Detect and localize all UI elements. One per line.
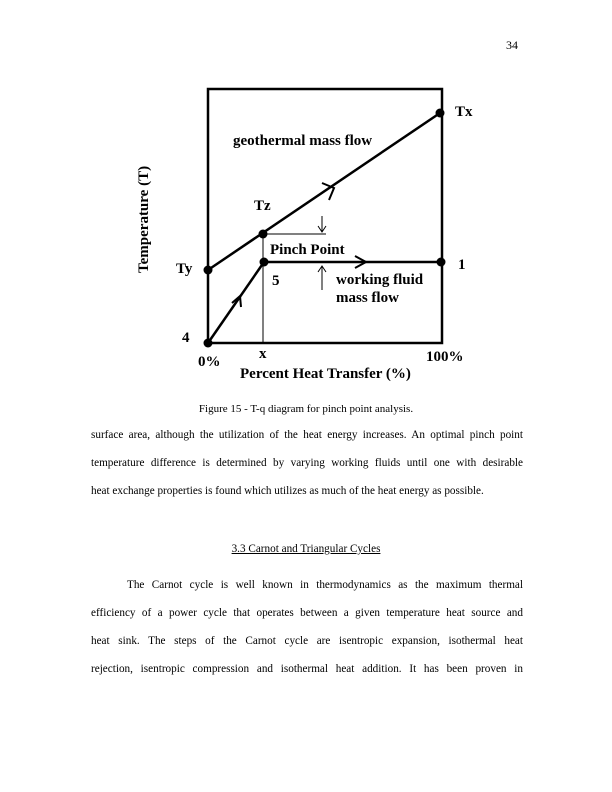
line: rejection, isentropic compression and isothermal heat addition. It has been proven in: [91, 663, 523, 675]
point-4: [204, 339, 213, 348]
line: The Carnot cycle is well known in thermodynamics as the maximum thermal: [127, 579, 523, 591]
x-axis-label: Percent Heat Transfer (%): [240, 366, 411, 382]
page-number: 34: [506, 38, 518, 52]
preheat-line: [208, 262, 264, 343]
line: heat exchange properties is found which utilizes as much of the heat energy as possible.: [91, 485, 484, 497]
label-pinch-point: Pinch Point: [270, 242, 345, 258]
point-tz: [259, 230, 268, 239]
line: temperature difference is determined by varying working fluids until one with desirable: [91, 457, 523, 469]
label-0pct: 0%: [198, 354, 221, 370]
line: heat sink. The steps of the Carnot cycle are isentropic expansion, isothermal heat: [91, 635, 523, 647]
section-heading: 3.3 Carnot and Triangular Cycles: [231, 543, 381, 555]
point-ty: [204, 266, 213, 275]
label-4: 4: [182, 330, 190, 346]
label-x: x: [259, 346, 267, 362]
label-tx: Tx: [455, 104, 473, 120]
label-working-fluid: working fluid: [336, 272, 424, 288]
label-mass-flow: mass flow: [336, 290, 399, 306]
paragraph-2: [91, 571, 523, 683]
y-axis-label: Temperature (T): [136, 165, 152, 273]
point-5: [260, 258, 269, 267]
figure-caption: Figure 15 - T-q diagram for pinch point analysis.: [198, 403, 414, 415]
point-tx: [436, 109, 445, 118]
diagram-frame: [208, 89, 442, 343]
point-1: [437, 258, 446, 267]
label-ty: Ty: [176, 261, 193, 277]
label-tz: Tz: [254, 198, 271, 214]
label-5: 5: [272, 273, 280, 289]
label-100pct: 100%: [426, 349, 464, 365]
line: efficiency of a power cycle that operates between a given temperature heat source and: [91, 607, 523, 619]
line: surface area, although the utilization of the heat energy increases. An optimal pinch point: [91, 429, 523, 441]
label-geothermal: geothermal mass flow: [233, 133, 373, 149]
paragraph-1: [91, 421, 523, 505]
label-1: 1: [458, 257, 466, 273]
